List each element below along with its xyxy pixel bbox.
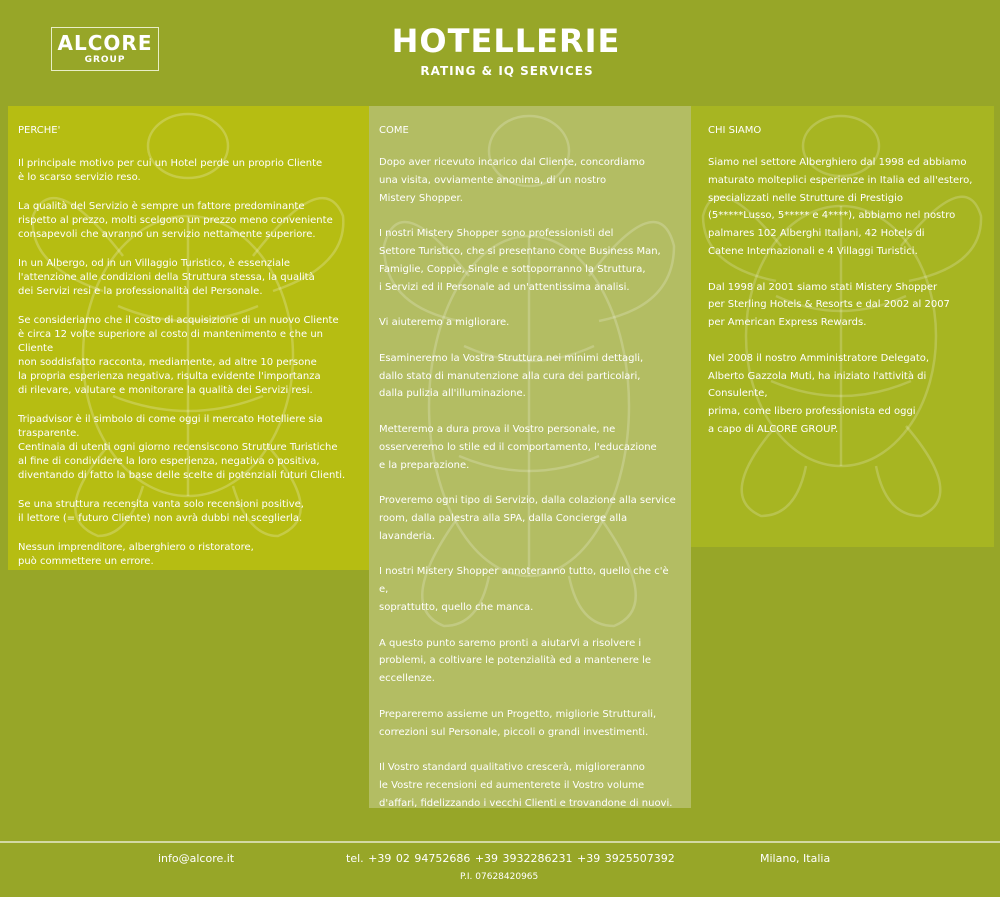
logo-sub-text: GROUP bbox=[84, 55, 126, 65]
paragraph: Tripadvisor è il simbolo di come oggi il mercato Hotelliere sia trasparente. Centinaia di utenti ogni giorno recensiscono Strutture Turistiche al fine di condividere la loro esperienza, negativa o positiva, diventando di fatto la base delle scelte di potenziali futuri Clienti. bbox=[18, 414, 346, 481]
paragraph: I nostri Mistery Shopper sono professionisti del Settore Turistico, che si presentano come Business Man, Famiglie, Coppie, Single e sottoporranno la Struttura, i Servizi ed il Personale ad un'attentissima analisi. bbox=[379, 228, 661, 293]
paragraph: Vi aiuteremo a migliorare. bbox=[379, 317, 510, 329]
paragraph: Siamo nel settore Alberghiero dal 1998 ed abbiamo maturato molteplici esperienze in Italia ed all'estero, specializzati nelle Strutture di Prestigio (5*****Lusso, 5***** e 4****), abbiamo nel nostro palmares 102 Alberghi Italiani, 42 Hotels di Catene Internazionali e 4 Villaggi Turistici. bbox=[708, 157, 973, 257]
column-heading: PERCHE' bbox=[18, 125, 61, 136]
column-heading: CHI SIAMO bbox=[708, 125, 762, 136]
page-title: HOTELLERIE bbox=[391, 22, 621, 60]
paragraph: Dopo aver ricevuto incarico dal Cliente, concordiamo una visita, ovviamente anonima, di un nostro Mistery Shopper. bbox=[379, 157, 645, 204]
paragraph: Nel 2008 il nostro Amministratore Delegato, Alberto Gazzola Muti, ha iniziato l'attività di Consulente, prima, come libero professionista ed oggi a capo di ALCORE GROUP. bbox=[708, 352, 930, 435]
paragraph: Prepareremo assieme un Progetto, migliorie Strutturali, correzioni sul Personale, piccoli o grandi investimenti. bbox=[379, 708, 657, 738]
paragraph: Dal 1998 al 2001 siamo stati Mistery Shopper per Sterling Hotels & Resorts e dal 2002 al 2007 per American Express Rewards. bbox=[708, 281, 950, 329]
paragraph: Nessun imprenditore, alberghiero o ristoratore, può commettere un errore. bbox=[18, 542, 254, 567]
paragraph: Il Vostro standard qualitativo crescerà, miglioreranno le Vostre recensioni ed aumenterete il Vostro volume d'affari, fidelizzando i vecchi Clienti e trovandone di nuovi. bbox=[379, 762, 673, 808]
paragraph: In un Albergo, od in un Villaggio Turistico, è essenziale l'attenzione alle condizioni della Struttura stessa, la qualità dei Servizi resi e la professionalità del Personale. bbox=[18, 258, 315, 297]
paragraph: Proveremo ogni tipo di Servizio, dalla colazione alla service room, dalla palestra alla SPA, dalla Concierge alla lavanderia. bbox=[379, 495, 676, 542]
paragraph: La qualità del Servizio è sempre un fattore predominante rispetto al prezzo, molti scelgono un prezzo meno conveniente consapevoli che avranno un servizio nettamente superiore. bbox=[18, 201, 333, 240]
column-come bbox=[369, 106, 691, 808]
footer-divider bbox=[0, 841, 1000, 843]
column-perche bbox=[8, 106, 369, 570]
paragraph: Metteremo a dura prova il Vostro personale, ne osserveremo lo stile ed il comportamento, l'educazione e la preparazione. bbox=[379, 423, 657, 471]
footer-phones: tel. +39 02 94752686 +39 3932286231 +39 3925507392 bbox=[346, 852, 675, 865]
footer-city: Milano, Italia bbox=[760, 852, 831, 865]
footer-vat-number: P.I. 07628420965 bbox=[460, 872, 539, 882]
paragraph: I nostri Mistery Shopper annoteranno tutto, quello che c'è e, soprattutto, quello che manca. bbox=[379, 566, 669, 613]
logo bbox=[51, 27, 159, 71]
paragraph: A questo punto saremo pronti a aiutarVi a risolvere i problemi, a coltivare le potenzialità ed a mantenere le eccellenze. bbox=[379, 637, 652, 685]
column-heading: COME bbox=[379, 125, 409, 136]
paragraph: Il principale motivo per cui un Hotel perde un proprio Cliente è lo scarso servizio reso. bbox=[18, 158, 323, 183]
page-subtitle: RATING & IQ SERVICES bbox=[420, 64, 594, 78]
footer-email-link[interactable]: info@alcore.it bbox=[158, 852, 235, 865]
column-chi-siamo bbox=[691, 106, 994, 547]
paragraph: Esamineremo la Vostra Struttura nei minimi dettagli, dallo stato di manutenzione alla cura dei particolari, dalla pulizia all'illuminazione. bbox=[379, 352, 644, 400]
paragraph: Se una struttura recensita vanta solo recensioni positive, il lettore (= futuro Cliente) non avrà dubbi nel sceglierla. bbox=[18, 499, 304, 524]
logo-main-text: ALCORE bbox=[57, 31, 153, 55]
paragraph: Se consideriamo che il costo di acquisizione di un nuovo Cliente è circa 12 volte superiore al costo di mantenimento e che un Cliente non soddisfatto racconta, mediamente, ad altre 10 persone la propria esperienza negativa, risulta evidente l'importanza di rilevare, valutare e monitorare la qualità dei Servizi resi. bbox=[18, 315, 339, 396]
